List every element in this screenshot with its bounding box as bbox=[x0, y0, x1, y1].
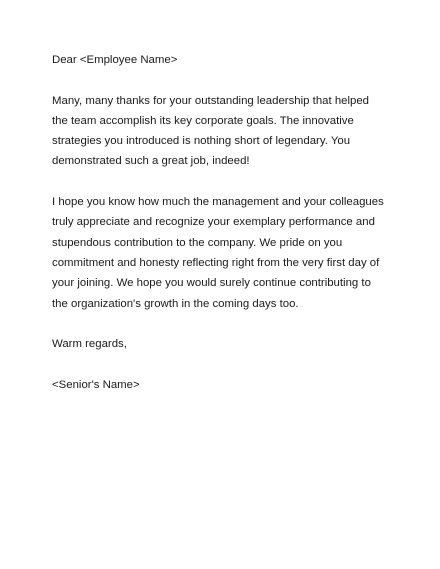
signature-text: <Senior's Name> bbox=[52, 378, 140, 391]
paragraph-line: demonstrated such a great job, indeed! bbox=[52, 155, 250, 168]
salutation-text: Dear <Employee Name> bbox=[52, 54, 178, 66]
paragraph-line: truly appreciate and recognize your exemplary performance and bbox=[52, 216, 375, 229]
paragraph-line: the organization's growth in the coming days too. bbox=[52, 297, 299, 310]
paragraph-line: stupendous contribution to the company. We pride on you bbox=[52, 236, 343, 249]
paragraph-appreciation bbox=[52, 192, 392, 314]
paragraph-line: the team accomplish its key corporate goals. The innovative bbox=[52, 114, 354, 127]
letter-body bbox=[52, 50, 392, 415]
paragraph-line: strategies you introduced is nothing short of legendary. You bbox=[52, 135, 351, 148]
paragraph-line: your joining. We hope you would surely continue contributing to bbox=[52, 277, 371, 290]
closing bbox=[52, 334, 392, 354]
paragraph-line: Many, many thanks for your outstanding leadership that helped bbox=[52, 94, 370, 107]
paragraph-thanks bbox=[52, 91, 392, 172]
paragraph-line: I hope you know how much the management and your colleagues bbox=[52, 196, 384, 209]
signature bbox=[52, 375, 392, 395]
salutation bbox=[52, 50, 392, 70]
paragraph-line: commitment and honesty reflecting right from the very first day of bbox=[52, 256, 380, 269]
closing-text: Warm regards, bbox=[52, 338, 127, 351]
